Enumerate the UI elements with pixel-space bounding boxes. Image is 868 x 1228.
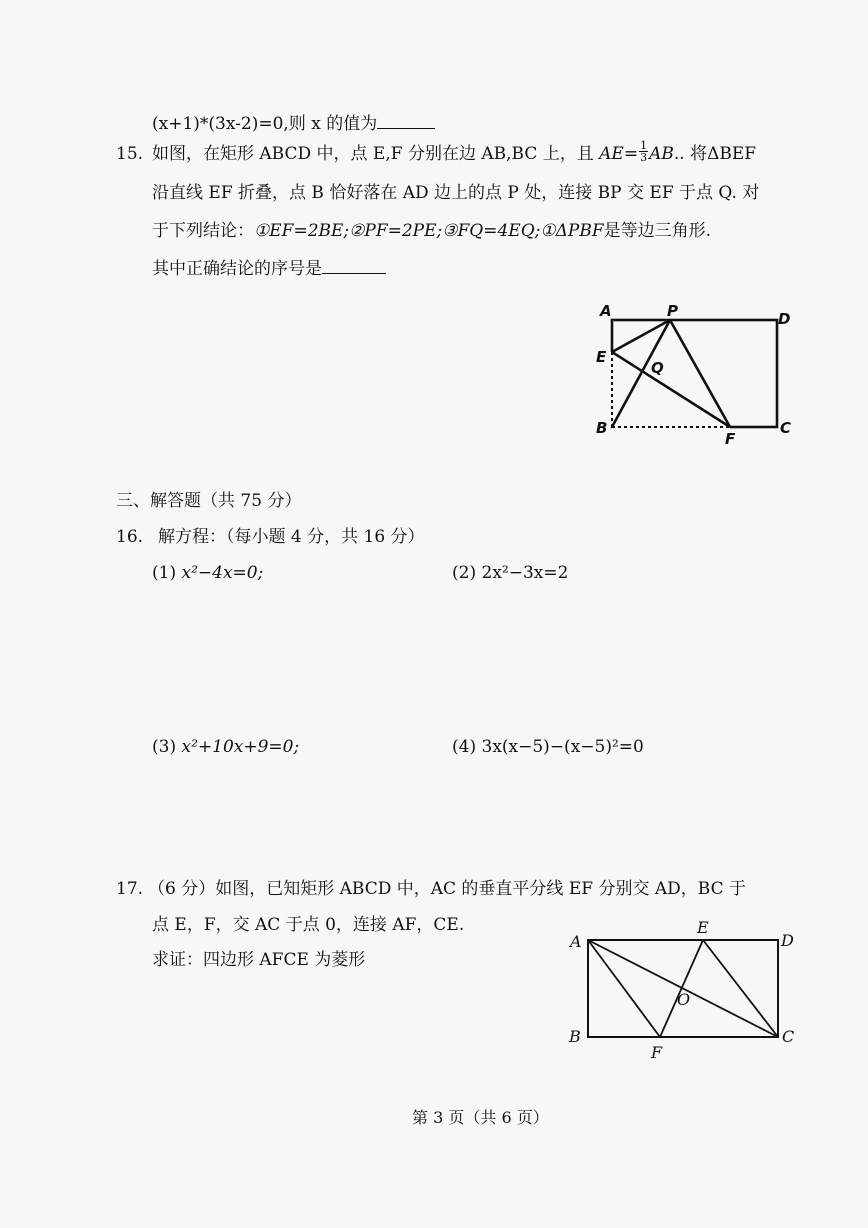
- q17-line2: 点 E，F，交 AC 于点 0，连接 AF，CE.: [152, 915, 465, 935]
- section-3-title: 三、解答题（共 75 分）: [116, 491, 302, 511]
- q15-fraction: [639, 140, 648, 163]
- q14-equation: (x+1)*(3x-2)=0,: [152, 114, 289, 134]
- q16-part3: [152, 736, 299, 758]
- q15-line1-text: 如图，在矩形 ABCD 中，点 E,F 分别在边 AB,BC 上，且: [152, 144, 594, 164]
- q17-label-o: O: [677, 990, 691, 1009]
- q16-part2: [452, 562, 568, 584]
- q15-number: 15.: [116, 144, 144, 164]
- q15-line3: [152, 220, 711, 242]
- q16-part4-label: (4): [452, 737, 477, 757]
- q17-line3: 求证：四边形 AFCE 为菱形: [152, 950, 366, 970]
- q17-diagonal-ac: [588, 940, 778, 1037]
- q17-figure: [562, 912, 802, 1067]
- q16-part3-equation: x²+10x+9=0;: [181, 737, 300, 757]
- q16-part4: [452, 736, 644, 758]
- q15-label-a: A: [600, 302, 612, 320]
- q15-conclusion-1: ①EF=2BE;: [254, 221, 350, 241]
- q17-segment-af: [588, 940, 660, 1037]
- q14-text: 则 x 的值为: [288, 114, 378, 134]
- q15-blank: [322, 271, 386, 274]
- q15-question: 其中正确结论的序号是: [152, 259, 322, 279]
- q15-label-f: F: [725, 430, 736, 448]
- q16-part1-label: (1): [152, 563, 177, 583]
- q14-blank: [377, 126, 435, 129]
- q15-label-p: P: [667, 302, 678, 320]
- page-footer: 第 3 页（共 6 页）: [412, 1108, 549, 1127]
- q15-line1: [152, 139, 757, 166]
- q15-label-b: B: [596, 419, 608, 437]
- q15-line3-text: 于下列结论：: [152, 221, 254, 241]
- q15-label-d: D: [778, 310, 791, 328]
- q17-line1: （6 分）如图，已知矩形 ABCD 中，AC 的垂直平分线 EF 分别交 AD，BC 于: [148, 879, 746, 899]
- q16-part1-equation: x²−4x=0;: [181, 563, 264, 583]
- q15-conclusion-3: ③FQ=4EQ;: [442, 221, 541, 241]
- q17-segment-ce: [703, 940, 778, 1037]
- q15-line2: 沿直线 EF 折叠，点 B 恰好落在 AD 边上的点 P 处，连接 BP 交 EF 于点 Q. 对: [152, 183, 760, 203]
- q15-label-q: Q: [651, 359, 664, 377]
- q15-line1-end: 将ΔBEF: [690, 144, 757, 164]
- q17-label-d: D: [781, 931, 794, 950]
- q17-label-c: C: [782, 1027, 795, 1046]
- q17-segment-ef: [660, 940, 703, 1037]
- q15-label-c: C: [780, 419, 792, 437]
- q15-ab: AB..: [649, 144, 685, 164]
- q16-part4-equation: 3x(x−5)−(x−5)²=0: [481, 737, 644, 757]
- q15-conclusion-4: ①ΔPBF: [540, 221, 604, 241]
- frac-numerator: 1: [640, 139, 648, 152]
- q15-line4: [152, 258, 386, 280]
- q16-part1: [152, 562, 263, 584]
- q17-label-f: F: [651, 1043, 663, 1062]
- q16-part2-equation: 2x²−3x=2: [481, 563, 569, 583]
- q15-ae: AE=: [599, 144, 639, 164]
- q16-number: 16.: [116, 527, 144, 547]
- q15-figure: [585, 295, 810, 455]
- frac-denominator: 3: [640, 151, 648, 164]
- q14-answer-line: [152, 113, 435, 135]
- q17-number: 17.: [116, 879, 144, 899]
- q15-segment-ef: [612, 352, 730, 427]
- q16-part3-label: (3): [152, 737, 177, 757]
- q15-segment-pf: [670, 320, 730, 427]
- q15-label-e: E: [596, 348, 607, 366]
- q17-label-b: B: [569, 1027, 581, 1046]
- q15-conclusion-2: ②PF=2PE;: [349, 221, 443, 241]
- q16-title: 解方程：（每小题 4 分，共 16 分）: [158, 527, 425, 547]
- q17-label-a: A: [570, 932, 582, 951]
- q15-line3-end: 是等边三角形.: [603, 221, 712, 241]
- q16-part2-label: (2): [452, 563, 477, 583]
- q17-label-e: E: [697, 918, 709, 937]
- q15-rect-abcd: [612, 320, 777, 427]
